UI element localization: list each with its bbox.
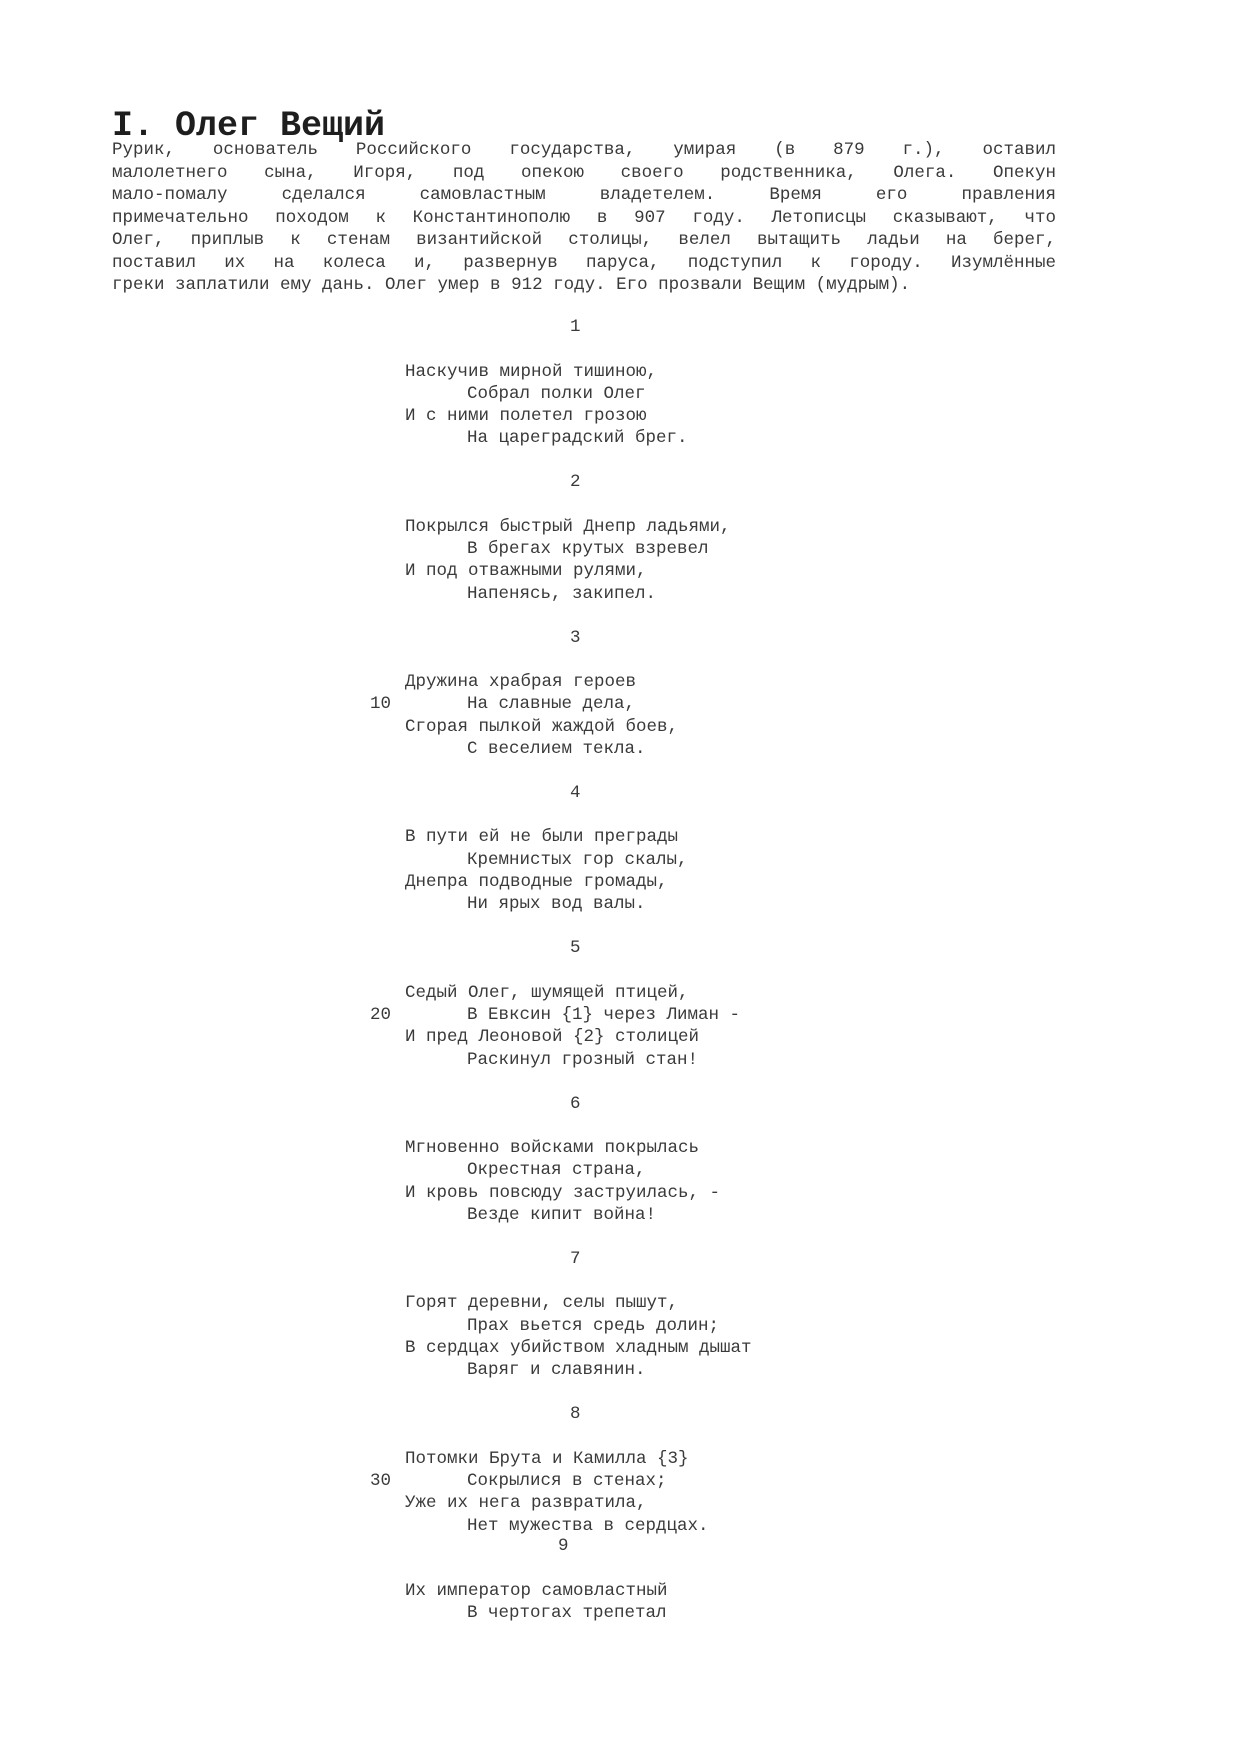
- intro-line: мало-помалу сделался самовластным владетелем. Время его правления: [112, 185, 1056, 205]
- stanza-number: 3: [570, 627, 581, 648]
- verse-line: Горят деревни, селы пышут,: [405, 1293, 679, 1314]
- line-number: 20: [370, 1005, 392, 1025]
- verse-line: Днепра подводные громады,: [405, 872, 668, 892]
- verse-line: В сердцах убийством хладным дышат: [405, 1337, 752, 1358]
- line-number: 30: [370, 1470, 392, 1491]
- verse-line: Дружина храбрая героев: [405, 672, 637, 693]
- stanza-number: 6: [570, 1093, 581, 1114]
- verse-line: Нет мужества в сердцах.: [467, 1515, 709, 1536]
- stanza-number: 5: [570, 938, 581, 959]
- verse-line: Кремнистых гор скалы,: [467, 849, 688, 870]
- verse-line: В брегах крутых взревел: [467, 539, 709, 560]
- verse-line: В пути ей не были преграды: [405, 827, 679, 848]
- line-number: 10: [370, 694, 392, 715]
- intro-line: примечательно походом к Константинополю в 907 году. Летописцы сказывают, что: [112, 207, 1056, 228]
- intro-line: Олег, приплыв к стенам византийской столицы, велел вытащить ладьи на берег,: [112, 230, 1056, 250]
- verse-line: Ни ярых вод валы.: [467, 894, 646, 915]
- intro-line: малолетнего сына, Игоря, под опекою своего родственника, Олега. Опекун: [112, 162, 1056, 183]
- verse-line: Сгорая пылкой жаждой боев,: [405, 716, 679, 737]
- verse-line: Раскинул грозный стан!: [467, 1049, 699, 1070]
- stanza-number: 4: [570, 782, 581, 803]
- stanza-number: 1: [570, 317, 581, 337]
- verse-line: Напенясь, закипел.: [467, 583, 657, 604]
- verse-line: На цареградский брег.: [467, 428, 688, 449]
- verse-line: Везде кипит война!: [467, 1204, 657, 1225]
- verse-line: Окрестная страна,: [467, 1160, 646, 1181]
- stanza-number: 8: [570, 1404, 581, 1425]
- verse-line: В чертогах трепетал: [467, 1603, 667, 1624]
- verse-line: В Евксин {1} через Лиман -: [467, 1005, 741, 1025]
- verse-line: Потомки Брута и Камилла {3}: [405, 1448, 689, 1469]
- verse-line: Уже их нега развратила,: [405, 1493, 647, 1514]
- intro-line: Рурик, основатель Российского государства, умирая (в 879 г.), оставил: [112, 140, 1056, 160]
- verse-line: С веселием текла.: [467, 739, 646, 759]
- verse-line: И кровь повсюду заструилась, -: [405, 1182, 721, 1203]
- stanza-number: 2: [570, 472, 581, 493]
- verse-line: И с ними полетел грозою: [405, 406, 647, 427]
- verse-line: Прах вьется средь долин;: [467, 1315, 720, 1336]
- verse-line: Покрылся быстрый Днепр ладьями,: [405, 516, 731, 537]
- verse-line: Их император самовластный: [405, 1581, 668, 1601]
- intro-line: поставил их на колеса и, развернув паруса, подступил к городу. Изумлённые: [112, 252, 1056, 273]
- verse-line: И пред Леоновой {2} столицей: [405, 1027, 700, 1048]
- intro-line: греки заплатили ему дань. Олег умер в 912 году. Его прозвали Вещим (мудрым).: [112, 275, 911, 295]
- verse-line: Сокрылися в стенах;: [467, 1470, 667, 1491]
- stanza-number: 7: [570, 1248, 581, 1269]
- stanza-number: 9: [558, 1536, 569, 1556]
- verse-line: Наскучив мирной тишиною,: [405, 361, 658, 382]
- verse-line: Мгновенно войсками покрылась: [405, 1138, 700, 1158]
- verse-line: И под отважными рулями,: [405, 561, 647, 582]
- verse-line: Седый Олег, шумящей птицей,: [405, 982, 689, 1003]
- verse-line: На славные дела,: [467, 694, 636, 715]
- verse-line: Варяг и славянин.: [467, 1360, 646, 1381]
- verse-line: Собрал полки Олег: [467, 383, 646, 404]
- section-title: I. Олег Вещий: [112, 106, 386, 146]
